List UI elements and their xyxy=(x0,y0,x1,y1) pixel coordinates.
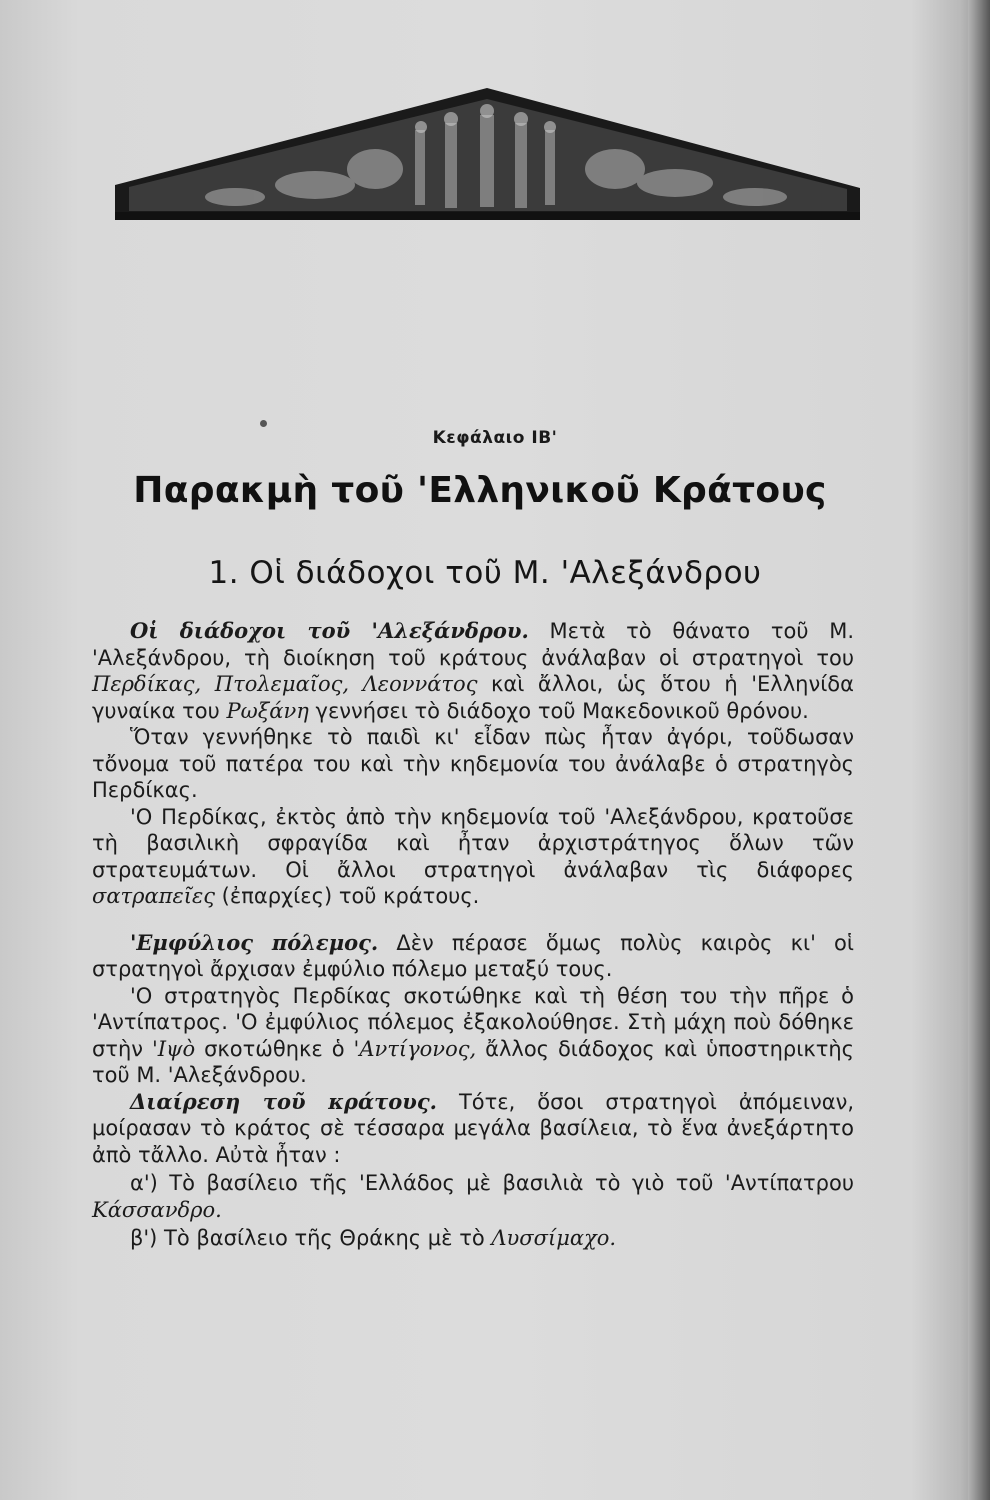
text-run: γεννήσει τὸ διάδοχο τοῦ Μακεδονικοῦ θρόνου. xyxy=(308,698,809,723)
name-run: Κάσσανδρο. xyxy=(92,1197,222,1222)
text-run: 'Ο Περδίκας, ἐκτὸς ἀπὸ τὴν κηδεμονία τοῦ 'Αλεξάνδρου, κρατοῦσε τὴ βασιλικὴ σφραγίδα καὶ ἦταν ἀρχιστράτηγος ὅλων τῶν στρατευμάτων. Οἱ ἄλλοι στρατηγοὶ ἀνάλαβαν τὶς διάφορες xyxy=(92,804,854,882)
printing-speck xyxy=(260,420,267,427)
section-title: 1. Οἱ διάδοχοι τοῦ Μ. 'Αλεξάνδρου xyxy=(208,555,762,591)
name-run: σατραπεῖες xyxy=(92,884,215,908)
text-run: 'Ο στρατηγὸς Περδίκας σκοτώθηκε καὶ τὴ θέση του τὴν πῆρε ὁ 'Αντίπατρος. 'Ο ἐμφύλιος πόλεμος ἐξακολούθησε. Στὴ μάχη ποὺ δόθηκε στὴν xyxy=(92,983,854,1061)
name-run: 'Αντίγονος, xyxy=(353,1036,477,1061)
book-binding-edge xyxy=(968,0,990,1500)
paragraph-civil-war xyxy=(92,930,854,983)
text-run: Τότε, ὅσοι στρατηγοὶ ἀπόμειναν, μοίρασαν τὸ κράτος σὲ τέσσαρα μεγάλα βασίλεια, τὸ ἕνα ἀνεξάρτητο ἀπὸ τἄλλο. Αὐτὰ ἦταν : xyxy=(92,1089,855,1167)
paragraph-heading: Οἱ διάδοχοι τοῦ 'Αλεξάνδρου. xyxy=(130,618,529,643)
text-run: α') Τὸ βασίλειο τῆς 'Ελλάδος μὲ βασιλιὰ τὸ γιὸ τοῦ 'Αντίπατρου xyxy=(130,1171,854,1195)
body-text xyxy=(92,618,854,1252)
name-run: Ρωξάνη xyxy=(226,698,309,723)
name-run: 'Ιψὸ xyxy=(151,1036,196,1061)
text-run: ἄλλος διάδοχος καὶ ὑποστηρικτὴς τοῦ Μ. 'Αλεξάνδρου. xyxy=(92,1036,854,1087)
text-run: β') Τὸ βασίλειο τῆς Θράκης μὲ τὸ xyxy=(130,1226,492,1250)
list-item-greece xyxy=(92,1170,854,1223)
list-item-thrace xyxy=(92,1225,854,1252)
paragraph-heading: Διαίρεση τοῦ κράτους. xyxy=(130,1088,437,1114)
text-run: σκοτώθηκε ὁ xyxy=(195,1036,354,1061)
paragraph-perdiccas xyxy=(92,804,854,910)
paragraph-successors xyxy=(92,618,854,724)
chapter-title: Παρακμὴ τοῦ 'Ελληνικοῦ Κράτους xyxy=(133,470,827,511)
paragraph-birth: Ὅταν γεννήθηκε τὸ παιδὶ κι' εἶδαν πὼς ἦταν ἀγόρι, τοῦδωσαν τὄνομα τοῦ πατέρα του καὶ τὴν κηδεμονία του ἀνάλαβε ὁ στρατηγὸς Περδίκας. xyxy=(92,725,854,802)
pediment-illustration xyxy=(115,85,860,225)
paragraph-division xyxy=(92,1089,854,1169)
text-run: Μετὰ τὸ θάνατο τοῦ Μ. 'Αλεξάνδρου, τὴ διοίκηση τοῦ κράτους ἀνάλαβαν οἱ στρατηγοὶ του xyxy=(92,619,854,670)
name-run: Περδίκας, Πτολεμαῖος, Λεοννάτος xyxy=(92,672,478,696)
paragraph-antipater xyxy=(92,983,854,1089)
paragraph-heading: 'Εμφύλιος πόλεμος. xyxy=(130,929,379,955)
text-run: Δὲν πέρασε ὅμως πολὺς καιρὸς κι' οἱ στρατηγοὶ ἄρχισαν ἐμφύλιο πόλεμο μεταξύ τους. xyxy=(92,930,854,981)
text-run: καὶ ἄλλοι, ὡς ὅτου ἡ 'Ελληνίδα γυναίκα του xyxy=(92,672,854,723)
chapter-label: Κεφάλαιο ΙΒ' xyxy=(432,428,558,448)
name-run: Λυσσίμαχο. xyxy=(491,1226,617,1250)
text-run: (ἐπαρχίες) τοῦ κράτους. xyxy=(215,884,480,908)
